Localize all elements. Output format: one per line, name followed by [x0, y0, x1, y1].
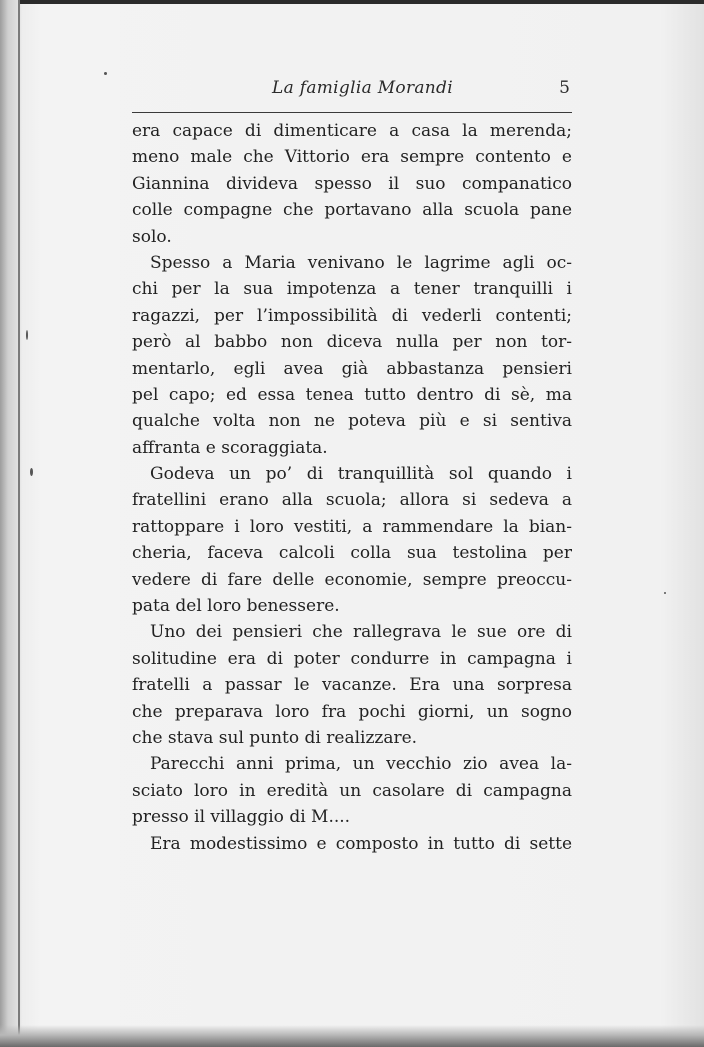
text-line: solo.: [132, 226, 172, 247]
text-line: pata del loro benessere.: [132, 596, 340, 617]
text-line: Uno dei pensieri che rallegrava le sue ore di: [150, 622, 572, 643]
header-rule: [132, 112, 572, 113]
text-line: mentarlo, egli avea già abbastanza pensieri: [132, 358, 572, 379]
text-line: pel capo; ed essa tenea tutto dentro di sè, ma: [132, 384, 572, 405]
ink-speck: [664, 592, 666, 594]
ink-speck: [104, 72, 107, 75]
text-line: fratellini erano alla scuola; allora si sedeva a: [132, 490, 572, 511]
text-line: Giannina divideva spesso il suo companatico: [132, 173, 572, 194]
page-bottom-edge: [0, 1025, 704, 1047]
text-line: Parecchi anni prima, un vecchio zio avea la-: [150, 754, 572, 775]
text-line: Spesso a Maria venivano le lagrime agli oc-: [150, 252, 572, 273]
text-line: che stava sul punto di realizzare.: [132, 727, 418, 748]
text-line: era capace di dimenticare a casa la merenda;: [132, 121, 572, 141]
text-line: chi per la sua impotenza a tener tranquilli i: [132, 279, 572, 300]
text-line: però al babbo non diceva nulla per non tor-: [132, 332, 572, 353]
text-line: sciato loro in eredità un casolare di campagna: [132, 780, 572, 801]
running-title: La famiglia Morandi: [272, 78, 453, 98]
text-line: meno male che Vittorio era sempre contento e: [132, 147, 572, 168]
ink-speck: [30, 468, 33, 476]
page-header: [132, 78, 572, 104]
text-line: vedere di fare delle economie, sempre preoccu-: [132, 569, 572, 590]
text-line: colle compagne che portavano alla scuola pane: [132, 200, 572, 221]
text-line: fratelli a passar le vacanze. Era una sorpresa: [132, 675, 572, 696]
page-top-edge: [20, 0, 704, 4]
text-line: presso il villaggio di M....: [132, 807, 351, 828]
text-line: rattoppare i loro vestiti, a rammendare la bian-: [132, 516, 572, 537]
text-line: cheria, faceva calcoli colla sua testolina per: [132, 543, 572, 564]
ink-speck: [26, 330, 28, 340]
body-text: [132, 118, 572, 857]
text-line: ragazzi, per l’impossibilità di vederli contenti;: [132, 305, 572, 326]
text-line: affranta e scoraggiata.: [132, 437, 328, 458]
text-line: qualche volta non ne poteva più e si sentiva: [132, 411, 572, 432]
page-number: 5: [559, 78, 570, 98]
text-line: solitudine era di poter condurre in campagna i: [132, 648, 572, 669]
binding-edge: [18, 0, 20, 1047]
text-line: Era modestissimo e composto in tutto di sette: [150, 833, 572, 854]
text-line: che preparava loro fra pochi giorni, un sogno: [132, 701, 572, 722]
text-line: Godeva un po’ di tranquillità sol quando i: [150, 464, 572, 485]
